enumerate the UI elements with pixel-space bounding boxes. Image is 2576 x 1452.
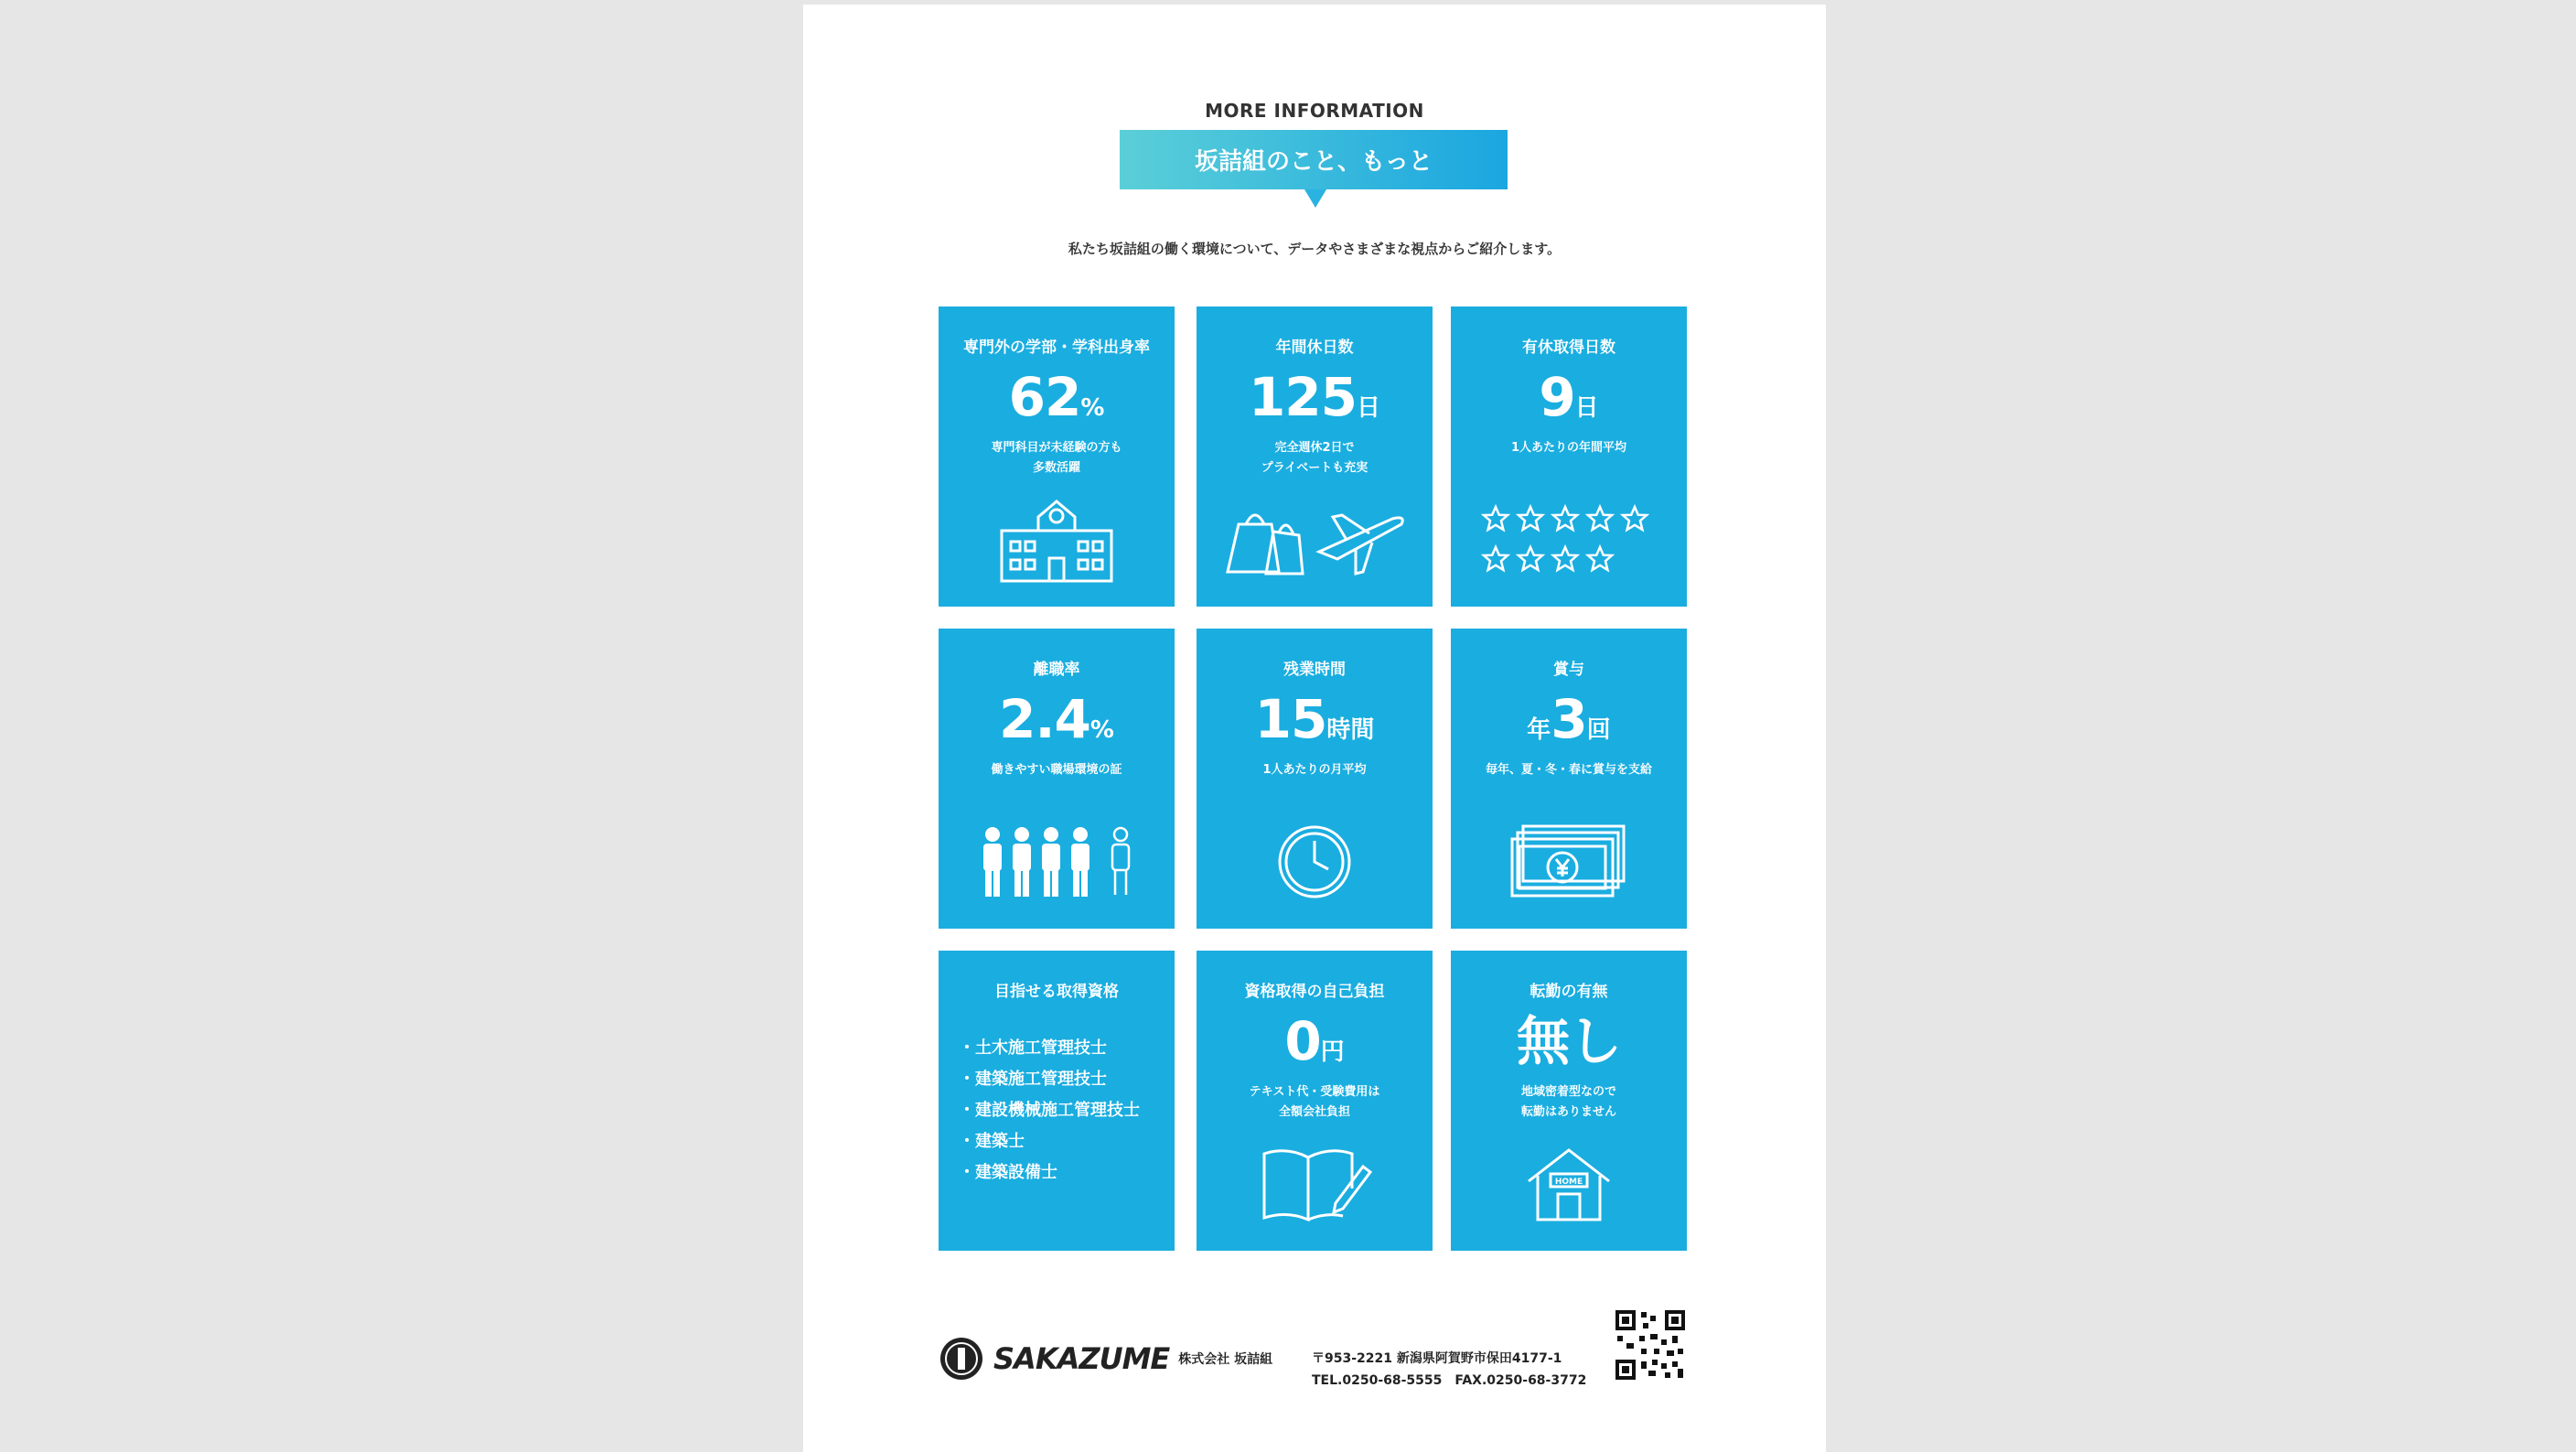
logo-wordmark: SAKAZUME	[993, 1341, 1170, 1376]
card-value: 年3回	[1527, 688, 1611, 750]
card-annual-holidays	[1197, 307, 1433, 607]
people-icon	[974, 825, 1139, 898]
card-title: 専門外の学部・学科出身率	[963, 339, 1150, 357]
banner-pointer	[1304, 189, 1326, 208]
company-emblem-icon	[939, 1336, 984, 1382]
card-note: 専門科目が未経験の方も 多数活躍	[991, 441, 1122, 475]
card-value: 15時間	[1254, 688, 1375, 750]
card-bonus	[1451, 629, 1687, 929]
school-building-icon	[993, 494, 1121, 586]
money-bills-icon	[1505, 821, 1633, 903]
company-contact	[1312, 1348, 1586, 1392]
card-title: 転勤の有無	[1530, 983, 1608, 1001]
card-value: 125日	[1248, 366, 1381, 428]
company-logo	[939, 1336, 1272, 1382]
card-title: 残業時間	[1283, 661, 1346, 679]
card-value: 9日	[1539, 366, 1599, 428]
qualification-list	[959, 1033, 1140, 1188]
list-item: ・建築士	[959, 1132, 1025, 1151]
card-overtime-hours	[1197, 629, 1433, 929]
company-name: 株式会社 坂詰組	[1178, 1352, 1273, 1367]
list-item: ・建設機械施工管理技士	[959, 1101, 1140, 1120]
card-qualification-cost	[1197, 951, 1433, 1251]
qr-code-icon[interactable]	[1614, 1308, 1687, 1382]
phone-fax-text: TEL.0250-68-5555 FAX.0250-68-3772	[1312, 1373, 1587, 1388]
card-note: 地域密着型なので 転勤はありません	[1520, 1085, 1616, 1119]
card-paid-leave	[1451, 307, 1687, 607]
list-item: ・建築施工管理技士	[959, 1070, 1107, 1089]
eyebrow-label: MORE INFORMATION	[1205, 100, 1424, 122]
list-item: ・土木施工管理技士	[959, 1038, 1107, 1058]
card-note: 1人あたりの年間平均	[1510, 441, 1627, 455]
card-note: 毎年、夏・冬・春に賞与を支給	[1485, 763, 1652, 777]
card-title: 年間休日数	[1275, 339, 1354, 357]
svg-text:HOME: HOME	[1554, 1178, 1583, 1187]
card-nonmajor-rate	[939, 307, 1175, 607]
stars-icon	[1477, 499, 1660, 581]
book-pen-icon	[1255, 1143, 1374, 1225]
card-title: 離職率	[1033, 661, 1080, 679]
card-value: 62%	[1008, 366, 1105, 428]
card-value: 2.4%	[999, 688, 1114, 750]
intro-text: 私たち坂詰組の働く環境について、データやさまざまな視点からご紹介します。	[1068, 241, 1562, 257]
card-value: 無し	[1516, 1010, 1621, 1072]
card-relocation	[1451, 951, 1687, 1251]
clock-icon	[1273, 821, 1356, 903]
card-title: 賞与	[1553, 661, 1584, 679]
card-note: テキスト代・受験費用は 全額会社負担	[1249, 1085, 1380, 1119]
address-text: 〒953-2221 新潟県阿賀野市保田4177-1	[1312, 1351, 1562, 1366]
card-title: 有休取得日数	[1522, 339, 1615, 357]
card-note: 1人あたりの月平均	[1262, 763, 1367, 777]
title-banner: 坂詰組のこと、もっと	[1120, 130, 1508, 189]
card-value: 0円	[1284, 1010, 1345, 1072]
card-turnover-rate	[939, 629, 1175, 929]
card-note: 働きやすい職場環境の証	[991, 763, 1122, 777]
flyer-page	[803, 5, 1826, 1452]
card-title: 目指せる取得資格	[994, 983, 1119, 1001]
card-qualifications	[939, 951, 1175, 1251]
home-icon	[1523, 1143, 1615, 1225]
card-note: 完全週休2日で プライベートも充実	[1261, 441, 1368, 475]
shopping-bags-airplane-icon	[1218, 499, 1411, 581]
list-item: ・建築設備士	[959, 1163, 1057, 1182]
card-title: 資格取得の自己負担	[1244, 983, 1385, 1001]
